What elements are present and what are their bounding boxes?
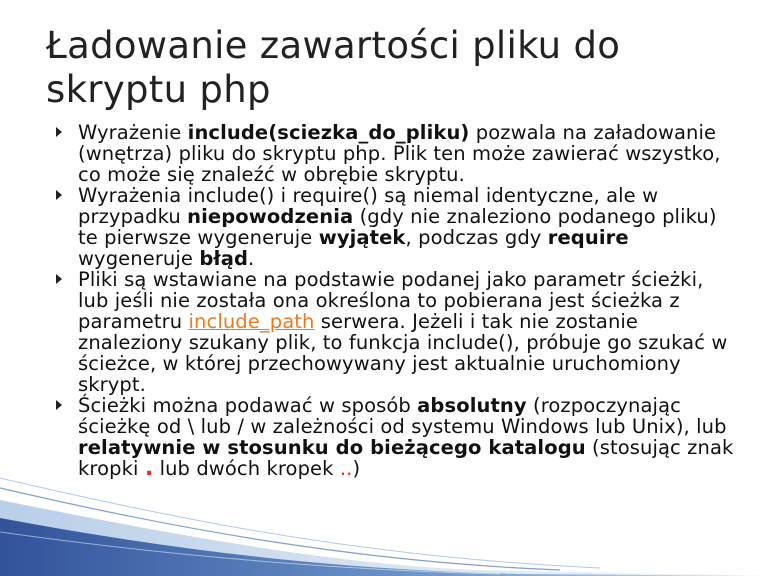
text: (gdy nie znaleziono podanego pliku) te pierwsze wygeneruje xyxy=(78,205,717,249)
bullet-arrow-icon xyxy=(56,127,62,137)
text: wygeneruje xyxy=(78,247,200,270)
text: Pliki są wstawiane na podstawie podanej jako parametr ścieżki, lub jeśli nie została ona określona to pobierana jest ścieżka z parametru xyxy=(78,268,704,333)
bullet-item xyxy=(54,395,734,479)
bullet-item xyxy=(54,122,734,185)
bullet-item xyxy=(54,269,734,395)
bullet-list xyxy=(54,122,734,479)
text: , podczas gdy xyxy=(405,226,548,249)
double-dot-symbol: .. xyxy=(339,457,353,480)
bullet-arrow-icon xyxy=(56,400,62,410)
bold-term: include(sciezka_do_pliku) xyxy=(187,121,470,144)
text: . xyxy=(248,247,255,270)
text: (stosując znak kropki xyxy=(78,436,734,480)
slide-title: Ładowanie zawartości pliku do skryptu php xyxy=(46,24,621,111)
text: pozwala na załadowanie (wnętrza) pliku do skryptu php. Plik ten może zawierać wszystko, co może się znaleźć w obrębie skryptu. xyxy=(78,121,721,186)
wave-decoration xyxy=(0,470,768,576)
text: ) xyxy=(352,457,361,480)
bold-term: błąd xyxy=(199,247,249,270)
text: (rozpoczynając ścieżkę od \ lub / w zależności od systemu Windows lub Unix), lub xyxy=(78,394,727,438)
text: Wyrażenia include() i require() są niemal identyczne, ale w przypadku xyxy=(78,184,659,228)
bold-term: require xyxy=(547,226,629,249)
bold-term: wyjątek xyxy=(318,226,406,249)
text: lub dwóch kropek xyxy=(153,457,340,480)
include-path-link[interactable]: include_path xyxy=(188,310,315,333)
text: Wyrażenie xyxy=(78,121,188,144)
bold-term: niepowodzenia xyxy=(187,205,354,228)
bullet-item xyxy=(54,185,734,269)
bullet-arrow-icon xyxy=(56,190,62,200)
bullet-arrow-icon xyxy=(56,274,62,284)
bold-term: absolutny xyxy=(417,394,527,417)
dot-symbol: . xyxy=(144,456,154,481)
bold-term: relatywnie w stosunku do bieżącego katalogu xyxy=(78,436,586,459)
text: Ścieżki można podawać w sposób xyxy=(78,394,418,417)
text: serwera. Jeżeli i tak nie zostanie znaleziony szukany plik, to funkcja include(), próbuje go szukać w ścieżce, w której przechowywany jest aktualnie uruchomiony skrypt. xyxy=(78,310,728,396)
